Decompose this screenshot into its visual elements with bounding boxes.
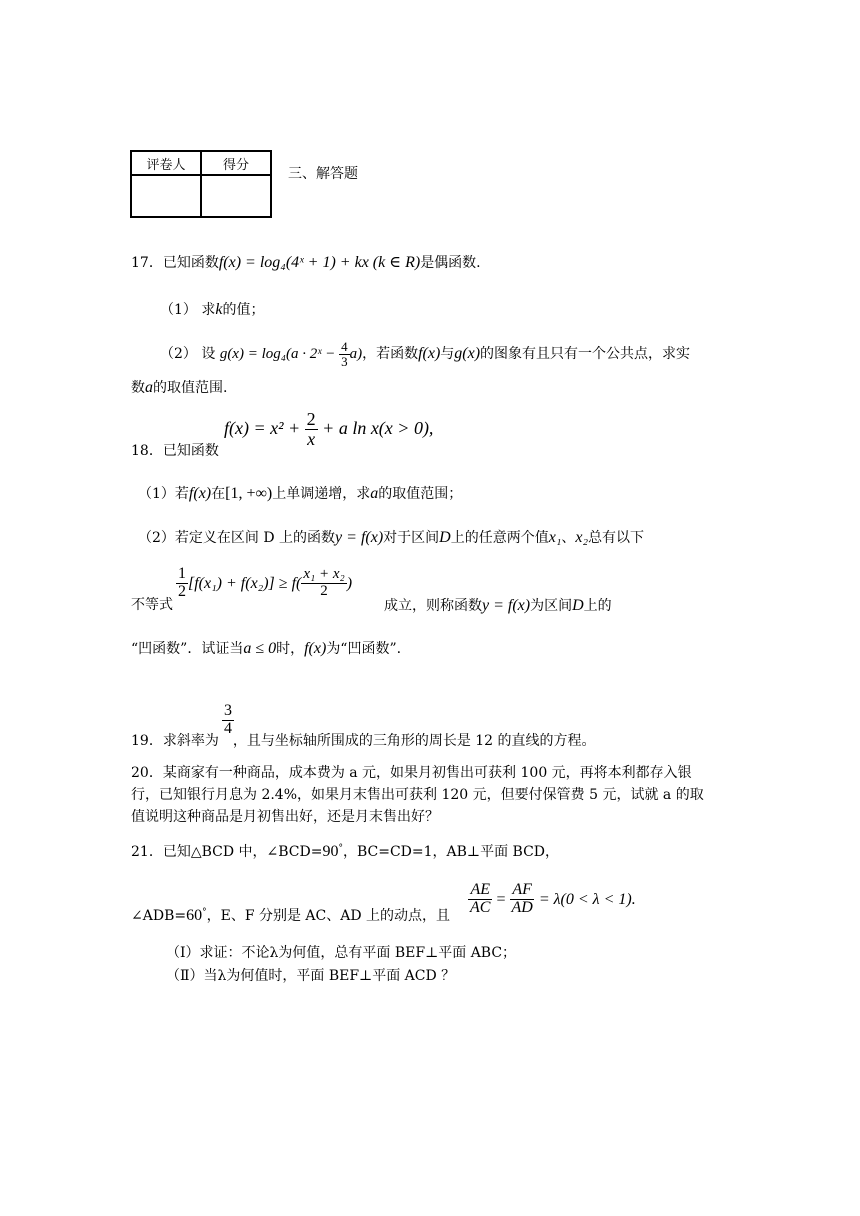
q17-part2-fraction xyxy=(339,340,350,368)
q17-line xyxy=(131,255,481,271)
q18-last-prefix: “凹函数”．试证当 xyxy=(131,641,244,657)
q17-part1-var: k xyxy=(215,301,223,318)
grader-header-reviewer: 评卷人 xyxy=(131,151,201,175)
q17-part2-formula: g(x) = log₄(a · 2ˣ − xyxy=(219,346,340,363)
q18-p2-x2: x₂ xyxy=(575,529,589,546)
q20-line1: 20．某商家有一种商品，成本费为 a 元，如果月初售出可获利 100 元，再将本利都存入银 xyxy=(131,765,692,781)
q18-half-fraction xyxy=(176,566,188,601)
q17-line2-var: a xyxy=(145,379,153,396)
q19-frac-num: 3 xyxy=(224,702,232,719)
q18-frac-den: x xyxy=(307,428,316,449)
q21-cond: = λ(0 < λ < 1). xyxy=(534,890,636,908)
q18-ineq-suffix2: 为区间 xyxy=(530,598,573,614)
q18-ineq-mid: [f(x₁) + f(x₂)] ≥ f( xyxy=(188,574,302,592)
q18-formula xyxy=(224,410,433,449)
q21-line1: 21．已知△BCD 中，∠BCD=90°，BC=CD=1，AB⊥平面 BCD， xyxy=(131,843,560,860)
q18-p2-mid2: 上的任意两个值 xyxy=(450,530,549,546)
q21-line2: ∠ADB=60°，E、F 分别是 AC、AD 上的动点，且 xyxy=(131,907,451,924)
q18-p2-D: D xyxy=(439,529,451,546)
q18-last-line xyxy=(131,641,401,657)
q18-part1 xyxy=(138,486,462,502)
q17-part2 xyxy=(160,340,690,368)
q18-p2-mid: 对于区间 xyxy=(383,530,440,546)
q17-frac-num: 4 xyxy=(341,339,348,354)
q21-frac1 xyxy=(468,882,492,917)
q17-frac-den: 3 xyxy=(341,353,348,369)
q21-frac1-num: AE xyxy=(470,881,490,898)
q18-p1-fx: f(x) xyxy=(188,485,212,502)
q18-p2-sep: 、 xyxy=(561,530,576,546)
q18-prefix: 18．已知函数 xyxy=(131,443,219,459)
q18-ineq-suffix-text: 成立，则称函数 xyxy=(384,598,482,614)
q17-part2-prefix: （2） 设 xyxy=(160,346,216,363)
q21-angle2: 60 xyxy=(186,907,203,924)
grader-table xyxy=(130,150,272,218)
q21-line2-mid: ，E、F 分别是 AC、AD 上的动点，且 xyxy=(206,908,451,924)
q18-ineq-suffix3: 上的 xyxy=(583,598,612,614)
q17-suffix: 是偶函数. xyxy=(420,255,481,271)
q18-half-den: 2 xyxy=(178,582,186,600)
grader-score-cell xyxy=(201,175,271,217)
q18-p1-mid: 在 xyxy=(211,486,226,502)
q18-p2-x1: x₁ xyxy=(548,529,562,546)
q17-formula: f(x) = log₄(4ˣ + 1) + kx (k ∈ R) xyxy=(218,254,421,271)
q21-frac2-num: AF xyxy=(512,881,532,898)
q18-ineq-suffix xyxy=(384,598,612,614)
q17-part2-fx: f(x) xyxy=(418,345,441,363)
q17-part1-prefix: （1） 求 xyxy=(160,302,216,318)
q19-suffix: ，且与坐标轴所围成的三角形的周长是 12 的直线的方程。 xyxy=(232,733,596,749)
q18-p2-suffix: 总有以下 xyxy=(588,530,645,546)
q21-eq: = xyxy=(492,890,510,908)
q18-p1-var: a xyxy=(370,485,379,502)
q18-part2 xyxy=(138,530,644,546)
q18-half-num: 1 xyxy=(178,565,186,582)
q18-last-suffix: 为“凹函数”. xyxy=(326,641,402,657)
section-title: 三、解答题 xyxy=(288,166,358,182)
q21-part2: （Ⅱ）当λ为何值时，平面 BEF⊥平面 ACD ？ xyxy=(166,968,456,984)
grader-header-score: 得分 xyxy=(201,151,271,175)
q18-p1-prefix: （1）若 xyxy=(138,486,189,502)
q17-line2-prefix: 数 xyxy=(131,380,145,396)
q19-line xyxy=(131,734,596,748)
q21-frac2-den: AD xyxy=(511,898,533,916)
q17-part2-mid1: ，若函数 xyxy=(362,346,419,363)
grader-reviewer-cell xyxy=(131,175,201,217)
q18-p1-suffix: 的取值范围； xyxy=(378,486,463,502)
q17-prefix: 17．已知函数 xyxy=(131,255,219,271)
q18-mean-den: 2 xyxy=(320,582,328,599)
q18-last-mid: 时， xyxy=(276,641,305,657)
q18-last-fx: f(x) xyxy=(304,640,327,657)
q18-last-cond: a ≤ 0 xyxy=(243,640,277,657)
q21-frac2 xyxy=(509,882,534,917)
q17-part2-gx: g(x) xyxy=(454,345,481,363)
q19-prefix: 19．求斜率为 xyxy=(131,733,219,749)
q20-line2: 行，已知银行月息为 2.4%，如果月末售出可获利 120 元，但要付保管费 5 元，试就 a 的取 xyxy=(131,787,704,803)
q18-frac-num: 2 xyxy=(306,409,316,429)
q18-formula-a: f(x) = x² + xyxy=(224,417,305,438)
q21-frac1-den: AC xyxy=(470,898,491,916)
q17-part1 xyxy=(160,302,264,318)
q18-p1-mid2: 上单调递增，求 xyxy=(272,486,371,502)
q21-line1-prefix: 21．已知△BCD 中，∠BCD= xyxy=(131,844,323,860)
q21-ratio-formula xyxy=(468,882,636,917)
q17-part2-mid2: 与 xyxy=(440,346,455,363)
q18-formula-b: + a ln x(x > 0), xyxy=(317,417,434,438)
q18-ineq-yfx: y = f(x) xyxy=(482,597,531,614)
q21-part1: （Ⅰ）求证：不论λ为何值，总有平面 BEF⊥平面 ABC； xyxy=(166,945,517,961)
q18-p1-interval: [1, +∞) xyxy=(225,485,273,502)
q21-line2-prefix: ∠ADB= xyxy=(131,908,187,924)
q17-part2-mid3: 的图象有且只有一个公共点，求实 xyxy=(480,346,691,363)
q18-p2-prefix: （2）若定义在区间 D 上的函数 xyxy=(138,530,336,546)
q21-angle1: 90 xyxy=(322,843,339,860)
q17-part2-line2 xyxy=(131,380,227,396)
q19-frac-den: 4 xyxy=(224,719,232,737)
q18-inequality xyxy=(176,566,352,601)
q18-fraction xyxy=(305,410,318,449)
q21-line1-suffix: ，BC=CD=1，AB⊥平面 BCD， xyxy=(342,844,560,860)
q17-part1-suffix: 的值； xyxy=(222,302,265,318)
q18-p2-yfx: y = f(x) xyxy=(335,529,384,546)
q20-line3: 值说明这种商品是月初售出好，还是月末售出好？ xyxy=(131,809,439,825)
q18-mean-num: x₁ + x₂ xyxy=(303,566,345,583)
q18-ineq-end: ) xyxy=(346,574,353,592)
q18-mean-fraction xyxy=(301,567,346,600)
q18-ineq-prefix: 不等式 xyxy=(131,597,173,613)
q17-part2-formula-end: a) xyxy=(349,346,363,363)
q18-ineq-D: D xyxy=(572,597,584,614)
q17-line2-suffix: 的取值范围. xyxy=(153,380,228,396)
